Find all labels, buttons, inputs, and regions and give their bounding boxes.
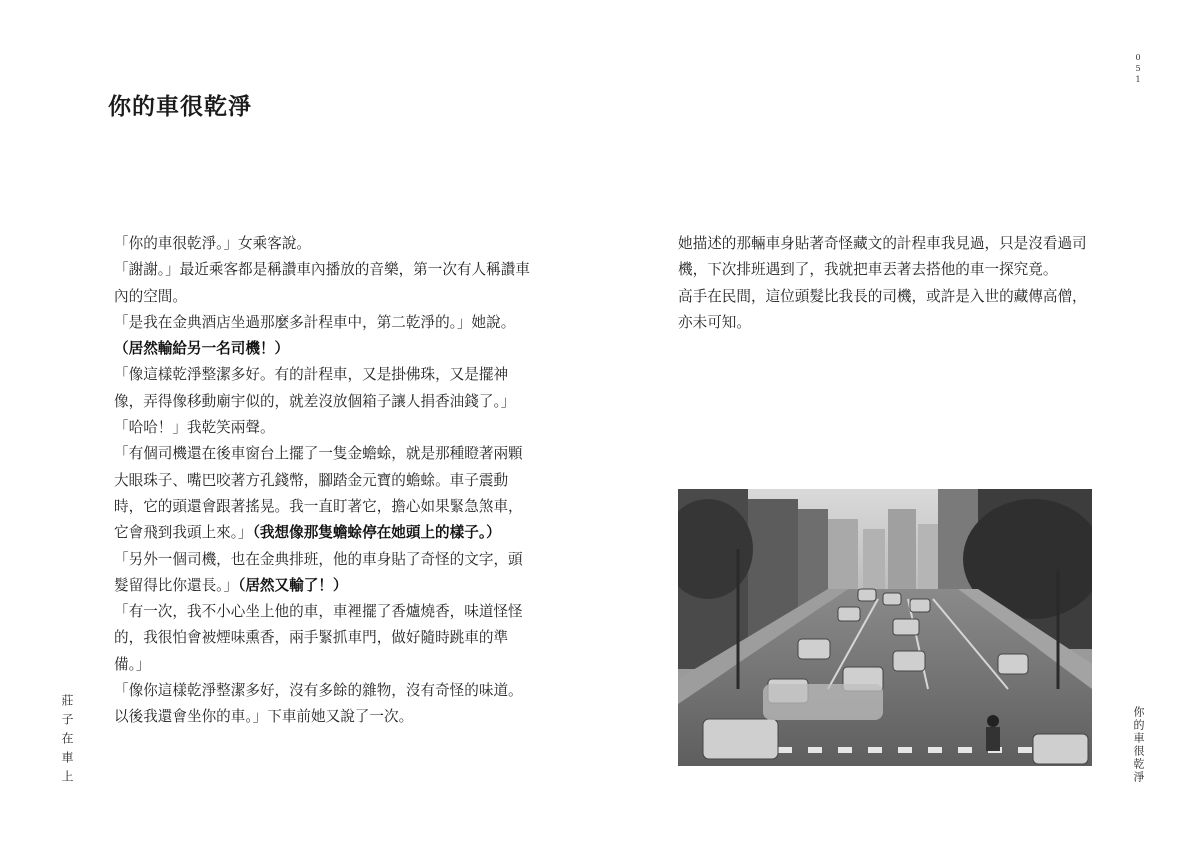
paragraph: 「謝謝。」最近乘客都是稱讚車內播放的音樂，第一次有人稱讚車內的空間。 [114, 261, 530, 305]
paragraph: 「哈哈！」我乾笑兩聲。 [114, 419, 275, 437]
paragraph: 「有個司機還在後車窗台上擺了一隻金蟾蜍，就是那種瞪著兩顆大眼珠子、嘴巴咬著方孔錢幣，腳踏金元寶的蟾蜍。車子震動時，它的頭還會跟著搖晃。我一直盯著它，擔心如果緊急煞車，它會飛到我頭上來。」（我想像那隻蟾蜍停在她頭上的樣子。） [114, 445, 523, 542]
paragraph: 高手在民間，這位頭髮比我長的司機，或許是入世的藏傳高僧，亦未可知。 [678, 287, 1087, 331]
street-scene-illustration [678, 489, 1092, 766]
chapter-title: 你的車很乾淨 [108, 93, 252, 120]
narrator-thought: （居然輸給另一名司機！） [114, 340, 290, 358]
paragraph [114, 336, 532, 362]
book-title-margin: 莊子在車上 [60, 694, 74, 789]
narrator-thought: （居然又輸了！） [238, 576, 348, 594]
chapter-title-margin: 你的車很乾淨 [1132, 706, 1145, 784]
paragraph: 「你的車很乾淨。」女乘客說。 [114, 235, 312, 252]
paragraph: 「有一次，我不小心坐上他的車，車裡擺了香爐燒香，味道怪怪的，我很怕會被煙味熏香，兩手緊抓車門，做好隨時跳車的準備。」 [114, 603, 523, 673]
city-street-traffic-photo [678, 489, 1092, 766]
left-text-column [114, 231, 532, 731]
paragraph: 「像你這樣乾淨整潔多好，沒有多餘的雜物，沒有奇怪的味道。以後我還會坐你的車。」下車前她又說了一次。 [114, 682, 523, 726]
narrator-thought: （我想像那隻蟾蜍停在她頭上的樣子。） [252, 524, 501, 542]
paragraph: 她描述的那輛車身貼著奇怪藏文的計程車我見過，只是沒看過司機，下次排班遇到了，我就把車丟著去搭他的車一探究竟。 [678, 235, 1087, 279]
paragraph: 「是我在金典酒店坐過那麼多計程車中，第二乾淨的。」她說。 [114, 313, 516, 331]
paragraph: 「另外一個司機，也在金典排班，他的車身貼了奇怪的文字，頭髮留得比你還長。」（居然又輸了！） [114, 550, 523, 594]
paragraph: 「像這樣乾淨整潔多好。有的計程車，又是掛佛珠，又是擺神像，弄得像移動廟宇似的，就差沒放個箱子讓人捐香油錢了。」 [114, 366, 516, 410]
page-number: 051 [1135, 53, 1141, 84]
right-text-column [678, 231, 1098, 336]
